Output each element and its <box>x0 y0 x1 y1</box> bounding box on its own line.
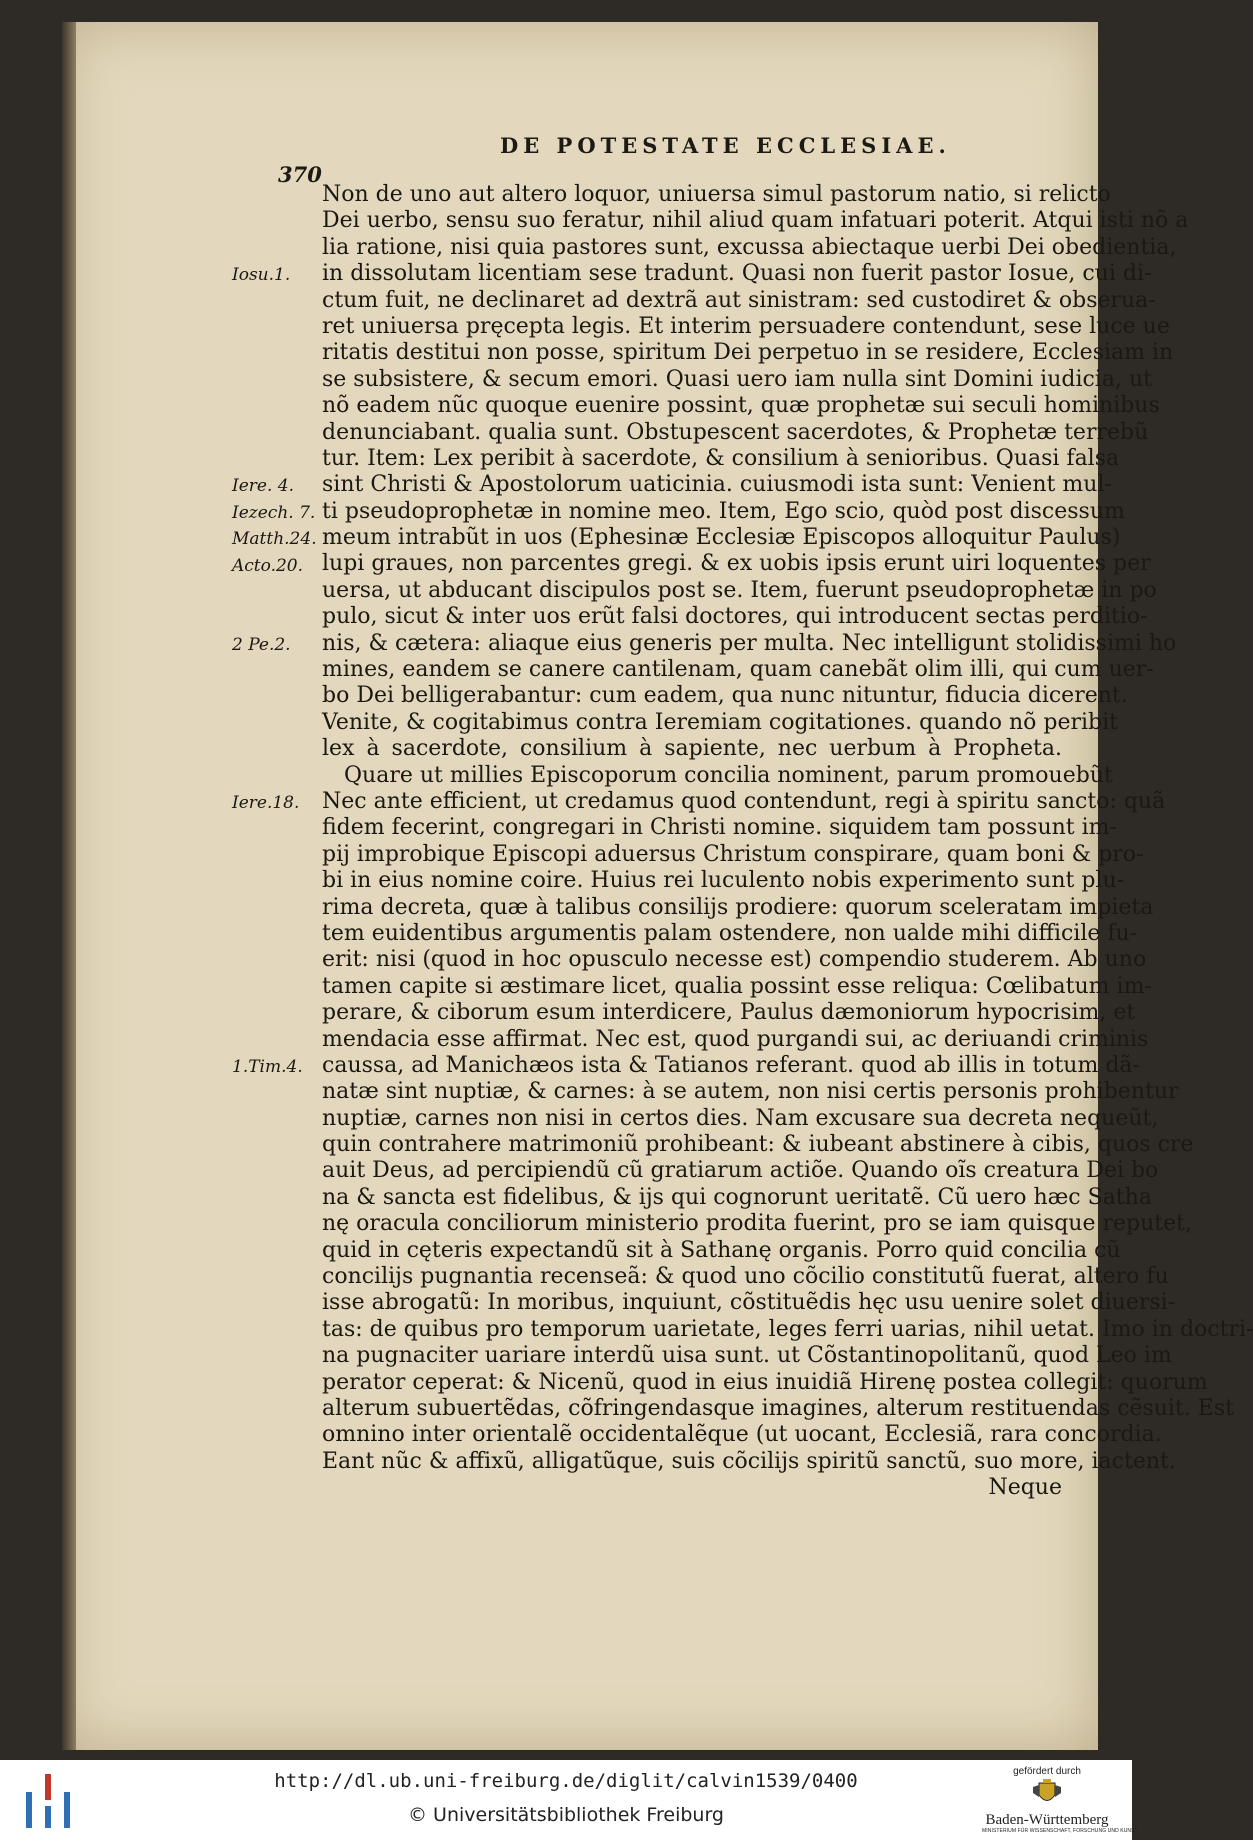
page-gutter-shadow <box>62 22 76 1750</box>
text-line: quin contrahere matrimoniũ prohibeant: & iubeant abstinere à cibis, quos cre <box>322 1132 1194 1158</box>
text-line: na & sancta est fidelibus, & ijs qui cognorunt ueritatẽ. Cũ uero hæc Satha <box>322 1184 1152 1210</box>
text-line: ctum fuit, ne declinaret ad dextrã aut sinistram: sed custodiret & obserua- <box>322 287 1156 313</box>
margin-note: Iere.18. <box>232 793 300 814</box>
text-line: lia ratione, nisi quia pastores sunt, excussa abiectaque uerbi Dei obedientia, <box>322 234 1177 260</box>
text-line: pij improbique Episcopi aduersus Christum conspirare, quam boni & pro- <box>322 841 1144 867</box>
margin-note: Iere. 4. <box>232 476 294 497</box>
text-line: tur. Item: Lex peribit à sacerdote, & consilium à senioribus. Quasi falsa <box>322 445 1120 471</box>
body-text <box>322 182 1253 1502</box>
text-line: na pugnaciter uariare interdũ uisa sunt. ut Cõstantinopolitanũ, quod Leo im <box>322 1343 1172 1369</box>
page-number: 370 <box>278 162 322 187</box>
margin-note: Matth.24. <box>232 529 317 550</box>
text-line: caussa, ad Manichæos ista & Tatianos referant. quod ab illis in totum dã- <box>322 1052 1140 1078</box>
text-line: lex à sacerdote, consilium à sapiente, nec uerbum à Propheta. <box>322 736 1062 762</box>
sponsor-label: gefördert durch <box>1013 1766 1081 1777</box>
text-line: quid in cęteris expectandũ sit à Sathanę organis. Porro quid concilia cũ <box>322 1237 1121 1263</box>
text-line: Neque <box>988 1475 1062 1501</box>
text-line: nuptiæ, carnes non nisi in certos dies. Nam excusare sua decreta nequeũt, <box>322 1105 1159 1131</box>
text-line: natæ sint nuptiæ, & carnes: à se autem, non nisi certis personis prohibentur <box>322 1079 1179 1105</box>
text-line: erit: nisi (quod in hoc opusculo necesse est) compendio studerem. Ab uno <box>322 947 1147 973</box>
text-line: alterum subuertẽdas, cõfringendasque imagines, alterum restituendas cẽsuit. Est <box>322 1395 1234 1421</box>
text-line: Non de uno aut altero loquor, uniuersa simul pastorum natio, si relicto <box>322 182 1111 207</box>
text-line: bi in eius nomine coire. Huius rei luculento nobis experimento sunt plu- <box>322 868 1125 894</box>
text-line: denunciabant. qualia sunt. Obstupescent sacerdotes, & Prophetæ terrebũ <box>322 419 1149 445</box>
text-line: Venite, & cogitabimus contra Ieremiam cogitationes. quando nõ peribit <box>322 709 1119 735</box>
text-line: Quare ut millies Episcoporum concilia nominent, parum promouebũt <box>344 762 1113 788</box>
text-line: pulo, sicut & inter uos erũt falsi doctores, qui introducent sectas perditio- <box>322 604 1148 630</box>
text-line: lupi graues, non parcentes gregi. & ex uobis ipsis erunt uiri loquentes per <box>322 551 1151 577</box>
text-line: tas: de quibus pro temporum uarietate, leges ferri uarias, nihil uetat. Imo in doctri- <box>322 1316 1253 1342</box>
text-line: Nec ante efficient, ut credamus quod contendunt, regi à spiritu sancto: quã <box>322 788 1166 814</box>
text-line: sint Christi & Apostolorum uaticinia. cuiusmodi ista sunt: Venient mul- <box>322 472 1112 498</box>
text-line: uersa, ut abducant discipulos post se. Item, fuerunt pseudoprophetæ in po <box>322 577 1157 603</box>
sponsor-name: Baden-Württemberg <box>985 1812 1109 1828</box>
copyright-notice: © Universitätsbibliothek Freiburg <box>408 1804 724 1826</box>
text-line: concilijs pugnantia recenseã: & quod uno cõcilio constitutũ fuerat, altero fu <box>322 1264 1169 1290</box>
margin-note: Iosu.1. <box>232 265 291 286</box>
text-line: rima decreta, quæ à talibus consilijs prodiere: quorum sceleratam impieta <box>322 894 1154 920</box>
margin-note: Iezech. 7. <box>232 502 316 523</box>
text-line: nę oracula conciliorum ministerio prodita fuerint, pro se iam quisque reputet, <box>322 1211 1192 1237</box>
text-line: se subsistere, & secum emori. Quasi uero iam nulla sint Domini iudicia, ut <box>322 366 1152 392</box>
text-line: nis, & cætera: aliaque eius generis per multa. Nec intelligunt stolidissimi ho <box>322 630 1177 656</box>
text-line: ti pseudoprophetæ in nomine meo. Item, Ego scio, quòd post discessum <box>322 498 1125 524</box>
margin-note: 1.Tim.4. <box>232 1057 303 1078</box>
text-line: mines, eandem se canere cantilenam, quam canebãt olim illi, qui cum uer- <box>322 657 1154 683</box>
text-line: tem euidentibus argumentis palam ostendere, non ualde mihi difficile fu- <box>322 920 1138 946</box>
text-line: auit Deus, ad percipiendũ cũ gratiarum actiõe. Quando oĩs creatura Dei bo <box>322 1158 1159 1184</box>
text-line: meum intrabũt in uos (Ephesinæ Ecclesiæ Episcopos alloquitur Paulus) <box>322 525 1121 551</box>
text-line: perator ceperat: & Nicenũ, quod in eius inuidiã Hirenę postea collegit: quorum <box>322 1369 1208 1395</box>
text-line: ret uniuersa pręcepta legis. Et interim persuadere contendunt, sese luce ue <box>322 313 1170 339</box>
text-line: ritatis destitui non posse, spiritum Dei perpetuo in se residere, Ecclesiam in <box>322 340 1174 366</box>
running-head: DE POTESTATE ECCLESIAE. <box>500 133 951 158</box>
text-line: mendacia esse affirmat. Nec est, quod purgandi sui, ac deriuandi criminis <box>322 1026 1149 1052</box>
text-line: Eant nũc & affixũ, alligatũque, suis cõcilijs spiritũ sanctũ, suo more, iactent. <box>322 1448 1176 1474</box>
source-url-link[interactable]: http://dl.ub.uni-freiburg.de/diglit/calvin1539/0400 <box>274 1770 858 1792</box>
sponsor-ministry: MINISTERIUM FÜR WISSENSCHAFT, FORSCHUNG UND KUNST <box>982 1828 1138 1834</box>
text-line: tamen capite si æstimare licet, qualia possint esse reliqua: Cœlibatum im- <box>322 973 1152 999</box>
margin-note: Acto.20. <box>232 555 304 576</box>
text-line: bo Dei belligerabantur: cum eadem, qua nunc nituntur, fiducia dicerent. <box>322 683 1128 709</box>
text-line: Dei uerbo, sensu suo feratur, nihil aliud quam infatuari poterit. Atqui isti nõ a <box>322 208 1189 234</box>
text-line: isse abrogatũ: In moribus, inquiunt, cõstituẽdis hęc usu uenire solet diuersi- <box>322 1290 1176 1316</box>
text-line: nõ eadem nũc quoque euenire possint, quæ prophetæ sui seculi hominibus <box>322 393 1160 419</box>
text-line: fidem fecerint, congregari in Christi nomine. siquidem tam possunt im- <box>322 815 1117 841</box>
viewer-footer <box>0 1760 1138 1840</box>
text-line: perare, & ciborum esum interdicere, Paulus dæmoniorum hypocrisim, et <box>322 1000 1136 1026</box>
text-line: omnino inter orientalẽ occidentalẽque (ut uocant, Ecclesiã, rara concordia. <box>322 1422 1162 1448</box>
margin-note: 2 Pe.2. <box>232 634 291 655</box>
baden-wuerttemberg-crest-icon <box>1029 1779 1065 1807</box>
sponsor-block <box>982 1766 1138 1834</box>
text-line: in dissolutam licentiam sese tradunt. Quasi non fuerit pastor Iosue, cui di- <box>322 261 1152 287</box>
